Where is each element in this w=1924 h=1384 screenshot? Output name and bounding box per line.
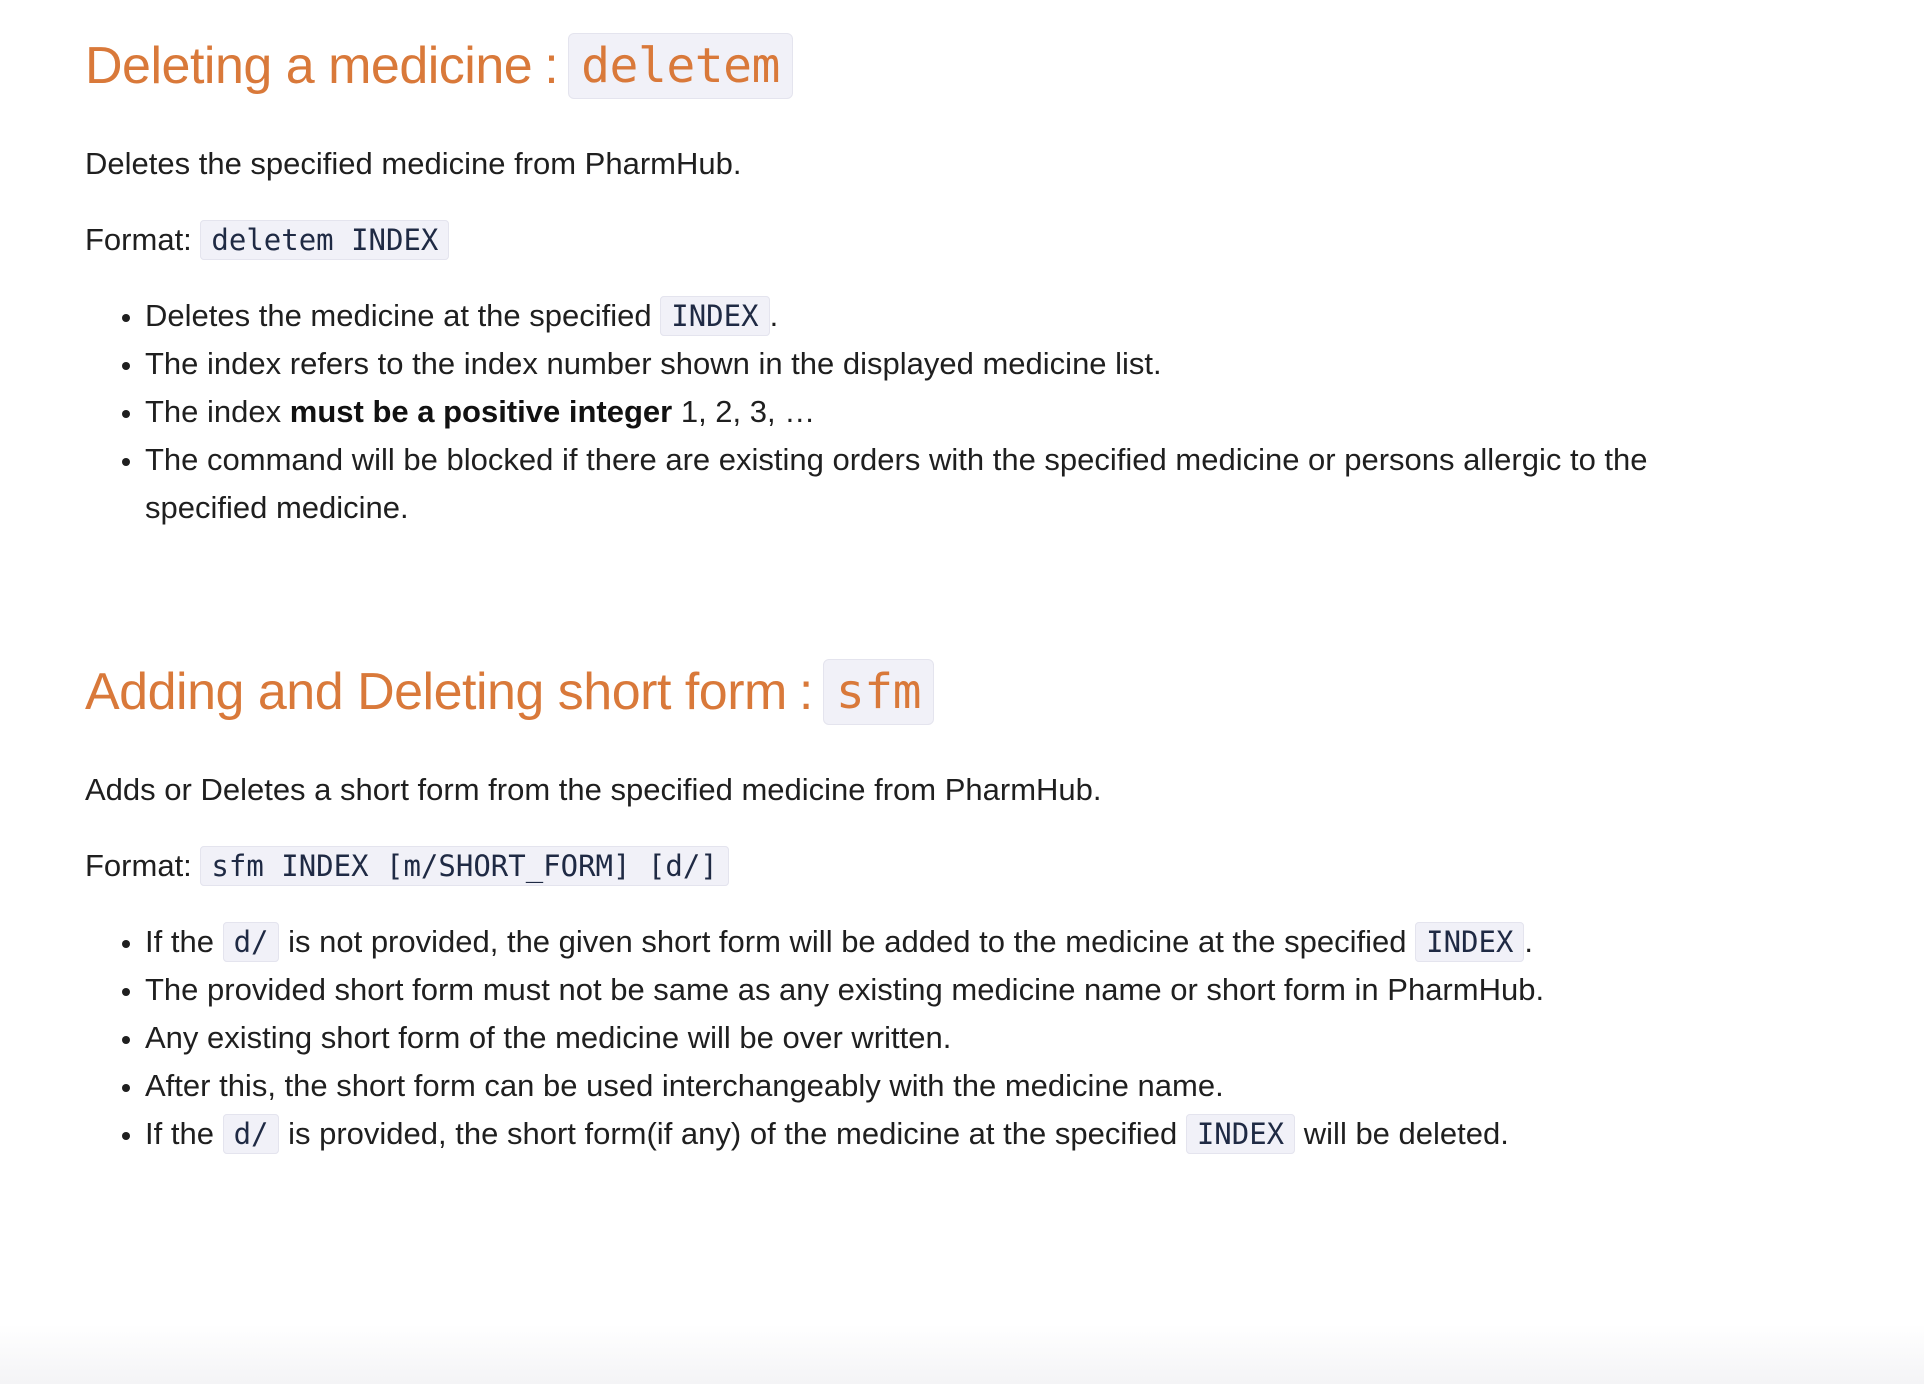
format-line bbox=[85, 216, 449, 264]
inline-code: d/ bbox=[223, 1114, 280, 1154]
bullet-list bbox=[85, 918, 1605, 1158]
format-code: sfm INDEX [m/SHORT_FORM] [d/] bbox=[200, 846, 728, 886]
bullet-text: 1, 2, 3, … bbox=[680, 394, 816, 429]
section-title-text: Adding and Deleting short form bbox=[85, 663, 787, 721]
list-item: • Any existing short form of the medicine will be over written. bbox=[145, 1014, 1605, 1062]
list-item bbox=[145, 388, 1665, 436]
bullet-text: . bbox=[1524, 924, 1534, 959]
inline-code: d/ bbox=[223, 922, 280, 962]
bullet-text: is not provided, the given short form will be added to the medicine at the specified bbox=[288, 924, 1407, 959]
section-title bbox=[85, 656, 1645, 728]
title-separator: : bbox=[544, 37, 559, 95]
title-command-code: deletem bbox=[568, 33, 793, 99]
section-title-text: Deleting a medicine bbox=[85, 37, 533, 95]
section-description: Adds or Deletes a short form from the specified medicine from PharmHub. bbox=[85, 772, 1102, 807]
inline-code: INDEX bbox=[660, 296, 769, 336]
section-deletem bbox=[85, 30, 1648, 525]
bullet-text: . bbox=[769, 298, 779, 333]
section-sfm bbox=[85, 656, 1645, 1151]
bullet-text: If the bbox=[145, 924, 214, 959]
list-item bbox=[145, 1110, 1605, 1158]
bullet-text: will be deleted. bbox=[1303, 1116, 1509, 1151]
format-label: Format: bbox=[85, 222, 192, 257]
format-code: deletem INDEX bbox=[200, 220, 449, 260]
list-item: • The index refers to the index number shown in the displayed medicine list. bbox=[145, 340, 1665, 388]
list-item: • After this, the short form can be used interchangeably with the medicine name. bbox=[145, 1062, 1605, 1110]
title-separator: : bbox=[798, 663, 813, 721]
format-label: Format: bbox=[85, 848, 192, 883]
format-line bbox=[85, 842, 729, 890]
list-item bbox=[145, 918, 1605, 966]
list-item: • The command will be blocked if there are existing orders with the specified medicine or persons allergic to the specified medicine. bbox=[145, 436, 1665, 532]
bullet-text: is provided, the short form(if any) of the medicine at the specified bbox=[288, 1116, 1178, 1151]
bullet-text: The index bbox=[145, 394, 282, 429]
inline-code: INDEX bbox=[1186, 1114, 1295, 1154]
bullet-text: If the bbox=[145, 1116, 214, 1151]
bullet-text: Deletes the medicine at the specified bbox=[145, 298, 652, 333]
inline-code: INDEX bbox=[1415, 922, 1524, 962]
bold-text: must be a positive integer bbox=[289, 394, 673, 429]
list-item: • The provided short form must not be same as any existing medicine name or short form in PharmHub. bbox=[145, 966, 1605, 1014]
section-title bbox=[85, 30, 1645, 102]
bottom-fade bbox=[0, 1324, 1924, 1384]
bullet-list bbox=[85, 292, 1665, 532]
section-description: Deletes the specified medicine from PharmHub. bbox=[85, 146, 742, 181]
title-command-code: sfm bbox=[823, 659, 934, 725]
list-item bbox=[145, 292, 1665, 340]
